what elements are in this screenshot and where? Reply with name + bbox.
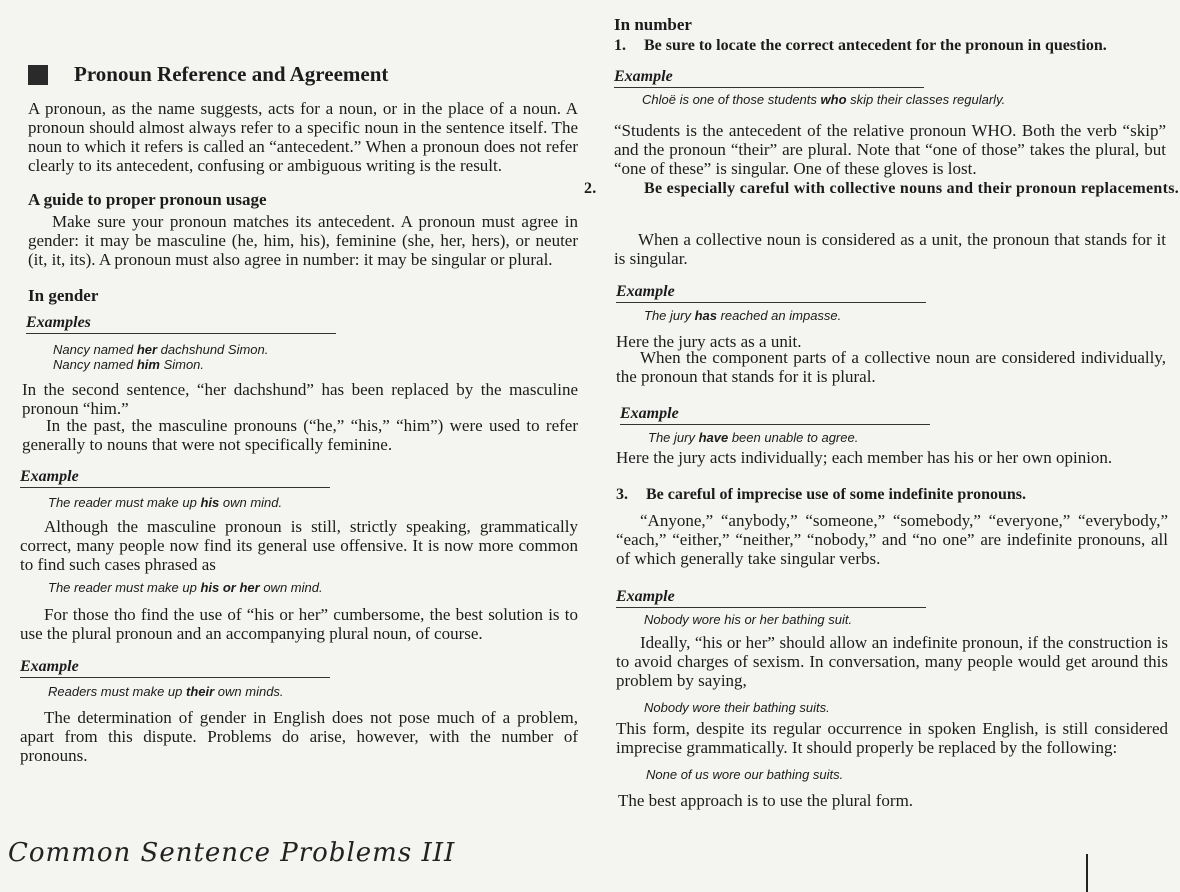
example-sentence-2: Nancy named him Simon. (53, 357, 205, 372)
paragraph-r6: Ideally, “his or her” should allow an indefinite pronoun, if the construction is to avoid charges of sexism. In conversation, many people would get around this problem by saying, (616, 633, 1168, 690)
example-label-r3: Example (620, 405, 930, 425)
example-sentence-r6: None of us wore our bathing suits. (646, 767, 844, 782)
paragraph-r4: Here the jury acts individually; each member has his or her own opinion. (616, 448, 1113, 467)
rule-3: 3. Be careful of imprecise use of some indefinite pronouns. (616, 486, 1026, 503)
paragraph-2: In the second sentence, “her dachshund” has been replaced by the masculine pronoun “him.” (22, 380, 578, 418)
section-title: Pronoun Reference and Agreement (74, 62, 389, 86)
paragraph-r3b: When the component parts of a collective noun are considered individually, the pronoun that stands for it is plural. (616, 348, 1166, 386)
title-marker-square (28, 65, 48, 85)
paragraph-4: Although the masculine pronoun is still, strictly speaking, grammatically correct, many people now find its general use offensive. It is now more common to find such cases phrased as (20, 517, 578, 574)
rule-2: 2. Be especially careful with collective nouns and their pronoun replacements. (584, 180, 1180, 197)
example-label-2: Example (20, 658, 330, 678)
paragraph-3: In the past, the masculine pronouns (“he,” “his,” “him”) were used to refer generally to nouns that were not specifically feminine. (22, 416, 578, 454)
example-sentence-r2: The jury has reached an impasse. (644, 308, 842, 323)
guide-heading: A guide to proper pronoun usage (28, 190, 267, 209)
example-sentence-r5: Nobody wore their bathing suits. (644, 700, 830, 715)
paragraph-r2: When a collective noun is considered as a unit, the pronoun that stands for it is singular. (614, 230, 1166, 268)
example-sentence-4: The reader must make up his or her own mind. (48, 580, 323, 595)
number-heading: In number (614, 15, 692, 34)
example-sentence-3: The reader must make up his own mind. (48, 495, 283, 510)
example-label-1: Example (20, 468, 330, 488)
example-sentence-1: Nancy named her dachshund Simon. (53, 342, 269, 357)
paragraph-r8: The best approach is to use the plural form. (618, 791, 914, 810)
paragraph-r5: “Anyone,” “anybody,” “someone,” “somebody,” “everyone,” “everybody,” “each,” “either,” “neither,” “nobody,” and “no one” are indefinite pronouns, all of which generally take singular verbs. (616, 511, 1168, 568)
section-title-row (28, 62, 388, 87)
paragraph-r3a: Here the jury acts as a unit. (616, 332, 802, 351)
pen-mark (1086, 854, 1088, 892)
rule-1: 1. Be sure to locate the correct antecedent for the pronoun in question. (614, 37, 1107, 54)
paragraph-5: For those tho find the use of “his or her” cumbersome, the best solution is to use the plural pronoun and an accompanying plural noun, of course. (20, 605, 578, 643)
paragraph-r1: “Students is the antecedent of the relative pronoun WHO. Both the verb “skip” and the pronoun “their” are plural. Note that “one of those” takes the plural, but “one of these” is singular. One of these gloves is lost. (614, 121, 1166, 178)
examples-label: Examples (26, 314, 336, 334)
example-label-r4: Example (616, 588, 926, 608)
example-sentence-r3: The jury have been unable to agree. (648, 430, 859, 445)
gender-heading: In gender (28, 286, 99, 305)
guide-paragraph: Make sure your pronoun matches its antecedent. A pronoun must agree in gender: it may be masculine (he, him, his), feminine (she, her, hers), or neuter (it, it, its). A pronoun must also agree in number: it may be singular or plural. (28, 212, 578, 269)
intro-paragraph: A pronoun, as the name suggests, acts for a noun, or in the place of a noun. A pronoun should almost always refer to a specific noun in the sentence itself. The noun to which it refers is called an “antecedent.” When a pronoun does not refer clearly to its antecedent, confusing or ambiguous writing is the result. (28, 99, 578, 175)
example-sentence-r4: Nobody wore his or her bathing suit. (644, 612, 853, 627)
paragraph-r7: This form, despite its regular occurrence in spoken English, is still considered imprecise grammatically. It should properly be replaced by the following: (616, 719, 1168, 757)
paragraph-6: The determination of gender in English does not pose much of a problem, apart from this dispute. Problems do arise, however, with the number of pronouns. (20, 708, 578, 765)
example-sentence-5: Readers must make up their own minds. (48, 684, 284, 699)
example-label-r1: Example (614, 68, 924, 88)
example-sentence-r1: Chloë is one of those students who skip their classes regularly. (642, 92, 1006, 107)
handwritten-annotation: Common Sentence Problems III (8, 838, 456, 868)
example-label-r2: Example (616, 283, 926, 303)
